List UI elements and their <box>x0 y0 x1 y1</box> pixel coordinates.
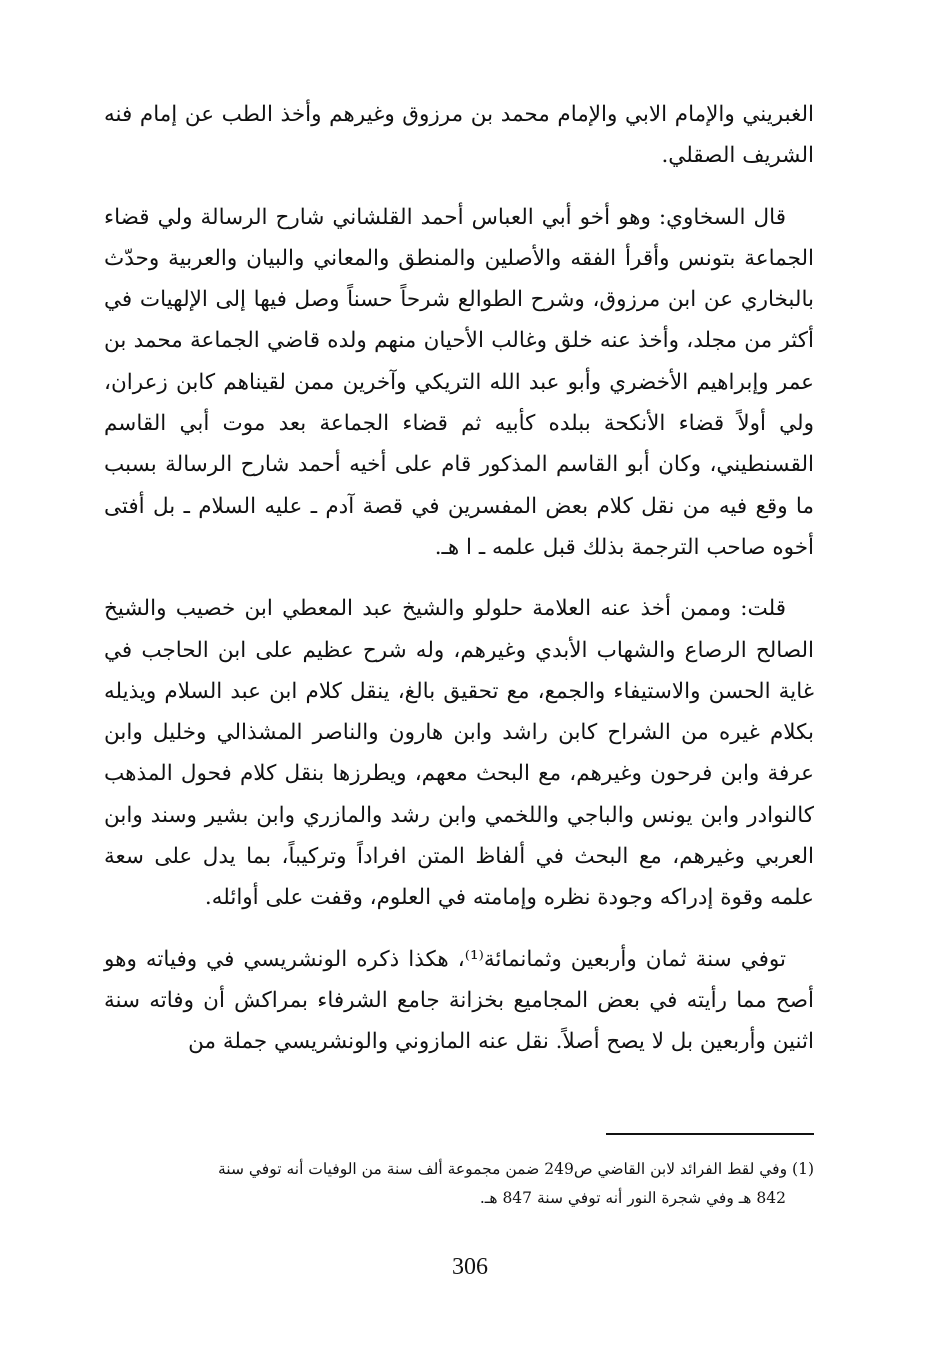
paragraph-3: قلت: وممن أخذ عنه العلامة حلولو والشيخ عبد المعطي ابن خصيب والشيخ الصالح الرصاع والشهاب الأبدي وغيرهم، وله شرح عظيم على ابن الحاجب في غاية الحسن والاستيفاء والجمع، مع تحقيق بالغ، ينقل كلام ابن عبد السلام ويذيله بكلام غيره من الشراح كابن راشد وابن هارون والناصر المشذالي وخليل وابن عرفة وابن فرحون وغيرهم، مع البحث معهم، ويطرزها بنقل كلام فحول المذهب كالنوادر وابن يونس والباجي واللخمي وابن رشد والمازري وابن بشير وسند وابن العربي وغيرهم، مع البحث في ألفاظ المتن افراداً وتركيباً، بما يدل على سعة علمه وقوة إدراكه وجودة نظره وإمامته في العلوم، وقفت على أوائله. <box>104 596 814 911</box>
footnote-line-1: (1) وفي لقط الفرائد لابن القاضي ص249 ضمن مجموعة ألف سنة من الوفيات أنه توفي سنة <box>217 1160 814 1178</box>
footnote-line-2: 842 هـ وفي شجرة النور أنه توفي سنة 847 هـ. <box>479 1189 786 1207</box>
footnote-separator <box>606 1133 814 1135</box>
paragraph-1: الغبريني والإمام الابي والإمام محمد بن مرزوق وغيرهم وأخذ الطب عن إمام فنه الشريف الصقلي. <box>104 102 814 169</box>
paragraph-2: قال السخاوي: وهو أخو أبي العباس أحمد القلشاني شارح الرسالة ولي قضاء الجماعة بتونس وأقرأ الفقه والأصلين والمنطق والمعاني والبيان والعربية وحدّث بالبخاري عن ابن مرزوق، وشرح الطوالع شرحاً حسناً وصل فيها إلى الإلهيات في أكثر من مجلد، وأخذ عنه خلق وغالب الأحيان منهم ولده قاضي الجماعة محمد بن عمر وإبراهيم الأخضري وأبو عبد الله التريكي وآخرين ممن لقيناهم كابن زعران، ولي أولاً قضاء الأنكحة ببلده كأبيه ثم قضاء الجماعة بعد موت أبي القاسم القسنطيني، وكان أبو القاسم المذكور قام على أخيه أحمد شارح الرسالة بسبب ما وقع فيه من نقل كلام بعض المفسرين في قصة آدم ـ عليه السلام ـ بل أفتى أخوه صاحب الترجمة بذلك قبل علمه ـ ا هـ. <box>104 204 814 560</box>
paragraph-4: توفي سنة ثمان وأربعين وثمانمائة⁽¹⁾، هكذا ذكره الونشريسي في وفياته وهو أصح مما رأيته في بعض المجاميع بخزانة جامع الشرفاء بمراكش أن وفاته سنة اثنين وأربعين بل لا يصح أصلاً. نقل عنه المازوني والونشريسي جملة من <box>104 946 814 1055</box>
main-text <box>104 94 814 1063</box>
page-number: 306 <box>452 1254 488 1280</box>
footnote <box>104 1155 814 1213</box>
